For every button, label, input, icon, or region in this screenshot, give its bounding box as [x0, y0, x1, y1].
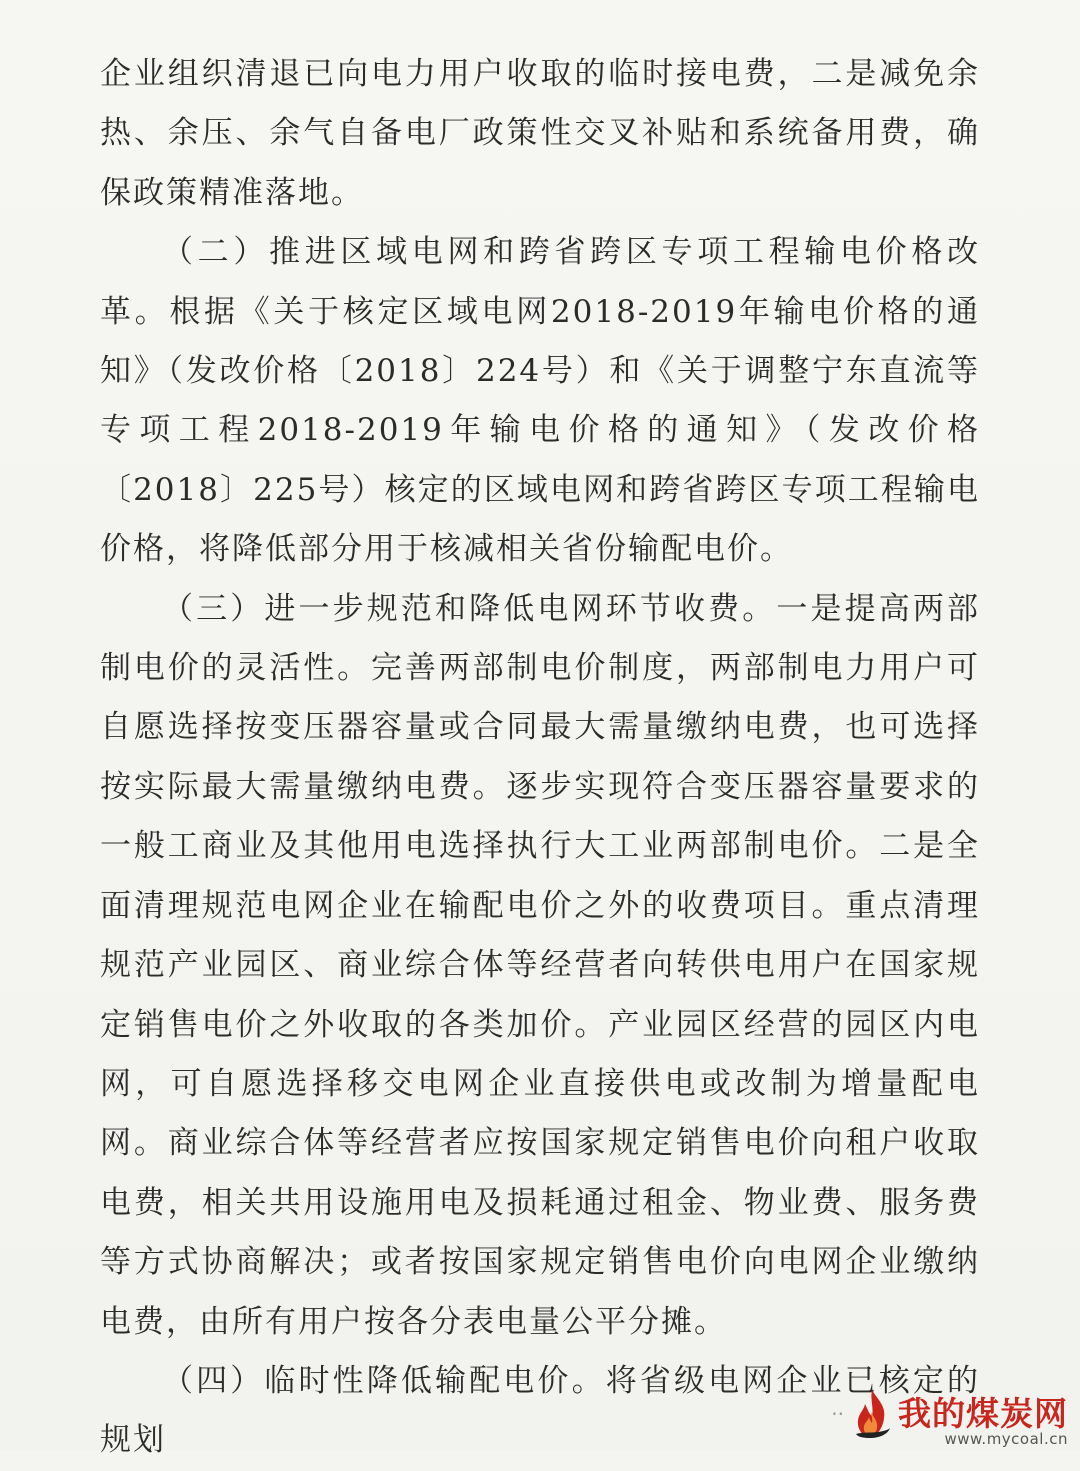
document-body: [100, 45, 980, 1471]
paragraph-continuation: 企业组织清退已向电力用户收取的临时接电费，二是减免余热、余压、余气自备电厂政策性交叉补贴和系统备用费，确保政策精准落地。: [100, 56, 980, 211]
paragraph-section-2: （二）推进区域电网和跨省跨区专项工程输电价格改革。根据《关于核定区域电网2018-2019年输电价格的通知》（发改价格〔2018〕224号）和《关于调整宁东直流等专项工程2018-2019年输电价格的通知》（发改价格〔2018〕225号）核定的区域电网和跨省跨区专项工程输电价格，将降低部分用于核减相关省份输配电价。: [100, 234, 980, 568]
flame-icon: [850, 1388, 894, 1440]
watermark-url: www.mycoal.cn: [944, 1430, 1068, 1448]
paragraph-section-3: （三）进一步规范和降低电网环节收费。一是提高两部制电价的灵活性。完善两部制电价制度，两部制电力用户可自愿选择按变压器容量或合同最大需量缴纳电费，也可选择按实际最大需量缴纳电费。逐步实现符合变压器容量要求的一般工商业及其他用电选择执行大工业两部制电价。二是全面清理规范电网企业在输配电价之外的收费项目。重点清理规范产业园区、商业综合体等经营者向转供电用户在国家规定销售电价之外收取的各类加价。产业园区经营的园区内电网，可自愿选择移交电网企业直接供电或改制为增量配电网。商业综合体等经营者应按国家规定销售电价向租户收取电费，相关共用设施用电及损耗通过租金、物业费、服务费等方式协商解决；或者按国家规定销售电价向电网企业缴纳电费，由所有用户按各分表电量公平分摊。: [100, 590, 980, 1340]
paragraph-section-4: （四）临时性降低输配电价。将省级电网企业已核定的规划: [100, 1362, 980, 1459]
watermark-dots: ··: [831, 1402, 844, 1426]
watermark-brand: 我的煤炭网: [898, 1394, 1068, 1433]
